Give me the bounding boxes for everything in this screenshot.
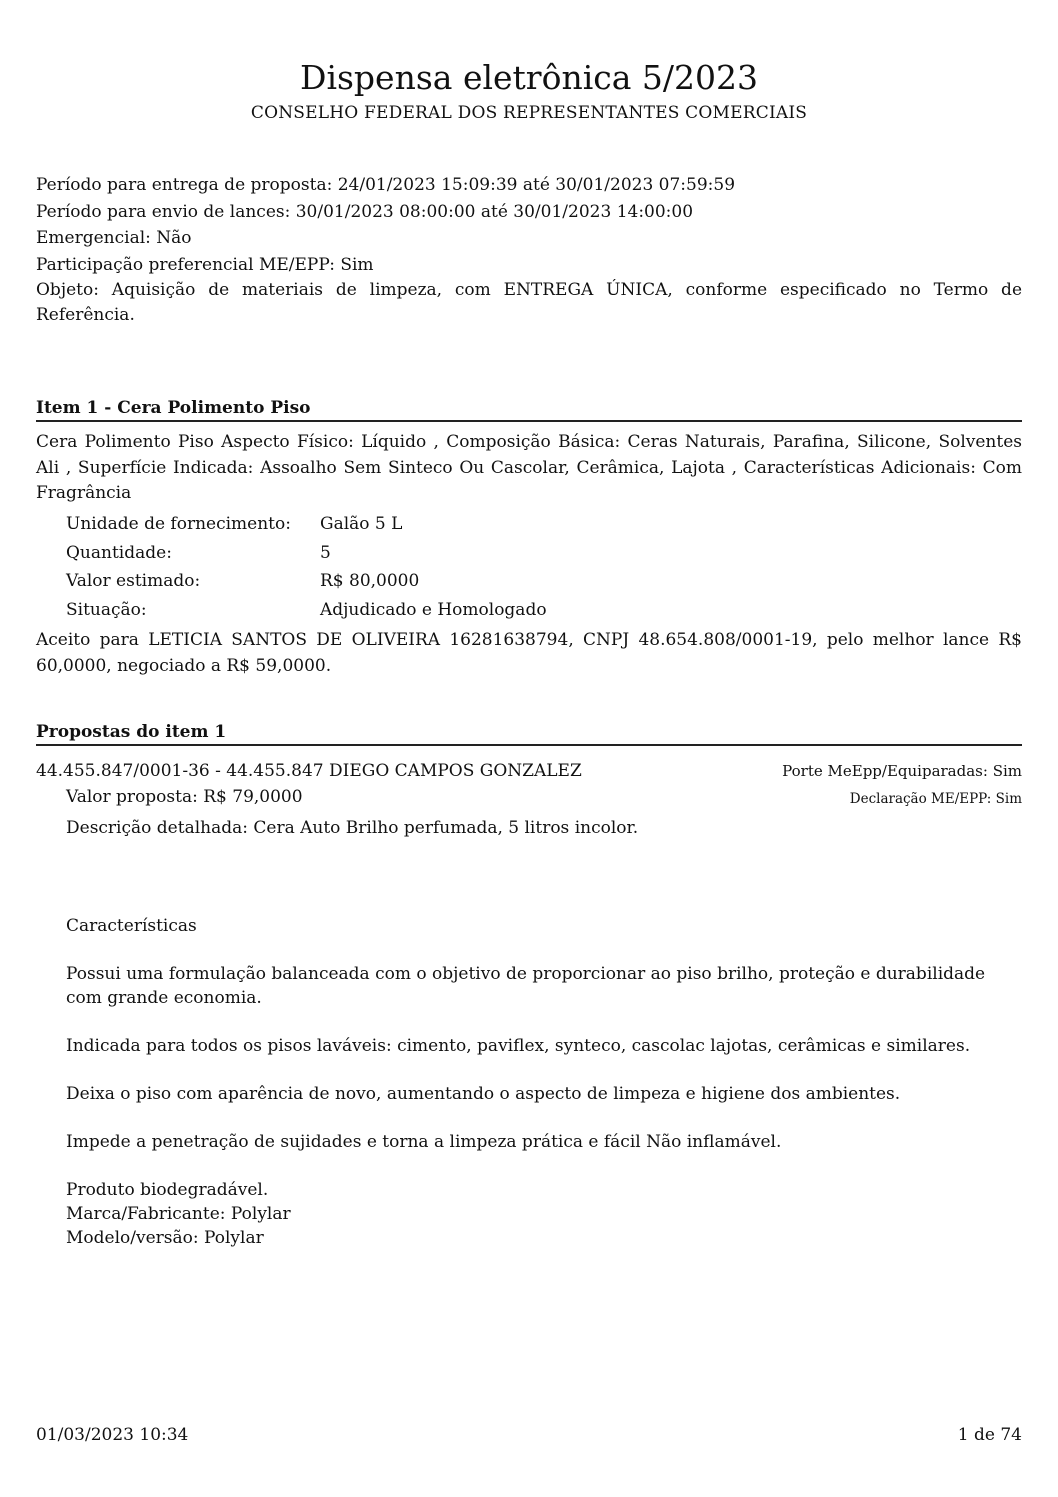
detail-value: Galão 5 L bbox=[320, 514, 403, 534]
model-line: Modelo/versão: Polylar bbox=[66, 1228, 264, 1248]
footer-page-number: 1 de 74 bbox=[957, 1425, 1022, 1445]
proposal-value: Valor proposta: R$ 79,0000 bbox=[66, 787, 303, 807]
proposal-period: Período para entrega de proposta: 24/01/2023 15:09:39 até 30/01/2023 07:59:59 bbox=[36, 175, 736, 195]
bidding-period: Período para envio de lances: 30/01/2023 08:00:00 até 30/01/2023 14:00:00 bbox=[36, 201, 694, 222]
emergency-flag: Emergencial: Não bbox=[36, 228, 192, 248]
me-epp-declaration: Declaração ME/EPP: Sim bbox=[849, 791, 1022, 807]
characteristic-paragraph: Indicada para todos os pisos laváveis: cimento, paviflex, synteco, cascolac lajotas, cerâmicas e similares. bbox=[66, 1036, 971, 1056]
characteristic-paragraph: Impede a penetração de sujidades e torna a limpeza prática e fácil Não inflamável. bbox=[66, 1132, 782, 1152]
characteristic-paragraph: Possui uma formulação balanceada com o objetivo de proporcionar ao piso brilho, proteção e durabilidade com grande economia. bbox=[66, 964, 986, 1008]
detail-value: R$ 80,0000 bbox=[320, 571, 420, 591]
biodegradable-note: Produto biodegradável. bbox=[66, 1180, 269, 1200]
characteristics-label: Características bbox=[66, 916, 197, 936]
object-description: Objeto: Aquisição de materiais de limpeza, com ENTREGA ÚNICA, conforme especificado no Termo de Referência. bbox=[36, 280, 1022, 325]
detail-row bbox=[66, 567, 547, 596]
item-heading: Item 1 - Cera Polimento Piso bbox=[36, 397, 1022, 422]
porte-status: Porte MeEpp/Equiparadas: Sim bbox=[782, 762, 1022, 780]
preferential-participation: Participação preferencial ME/EPP: Sim bbox=[36, 254, 374, 275]
item-details bbox=[66, 510, 547, 624]
detail-label: Situação: bbox=[66, 599, 147, 620]
brand-line: Marca/Fabricante: Polylar bbox=[66, 1204, 291, 1224]
detail-row bbox=[66, 510, 547, 539]
detail-label: Unidade de fornecimento: bbox=[66, 514, 291, 534]
proposal-detailed-description bbox=[66, 816, 1022, 1250]
detail-row bbox=[66, 596, 547, 625]
proposals-heading: Propostas do item 1 bbox=[36, 721, 1022, 746]
detail-row bbox=[66, 539, 547, 568]
procurement-meta bbox=[36, 172, 1022, 328]
footer-datetime: 01/03/2023 10:34 bbox=[36, 1425, 189, 1445]
acceptance-statement: Aceito para LETICIA SANTOS DE OLIVEIRA 16281638794, CNPJ 48.654.808/0001-19, pelo melhor lance R$ 60,0000, negociado a R$ 59,0000. bbox=[36, 630, 1022, 676]
detail-label: Quantidade: bbox=[66, 542, 172, 563]
detail-label: Valor estimado: bbox=[66, 571, 201, 591]
organization-name: CONSELHO FEDERAL DOS REPRESENTANTES COMERCIAIS bbox=[250, 103, 808, 123]
item-description: Cera Polimento Piso Aspecto Físico: Líquido , Composição Básica: Ceras Naturais, Parafina, Silicone, Solventes Ali , Superfície Indicada: Assoalho Sem Sinteco Ou Cascolar, Cerâmica, Lajota , Características Adicionais: Com Fragrância bbox=[36, 432, 1022, 503]
document-title: Dispensa eletrônica 5/2023 bbox=[299, 58, 759, 97]
characteristic-paragraph: Deixa o piso com aparência de novo, aumentando o aspecto de limpeza e higiene dos ambientes. bbox=[66, 1084, 901, 1104]
proposal-supplier-line bbox=[36, 759, 1022, 783]
detailed-description-line: Descrição detalhada: Cera Auto Brilho perfumada, 5 litros incolor. bbox=[66, 818, 639, 838]
detail-value: 5 bbox=[320, 542, 331, 563]
supplier-name: 44.455.847/0001-36 - 44.455.847 DIEGO CAMPOS GONZALEZ bbox=[36, 761, 582, 781]
detail-value: Adjudicado e Homologado bbox=[320, 599, 547, 620]
